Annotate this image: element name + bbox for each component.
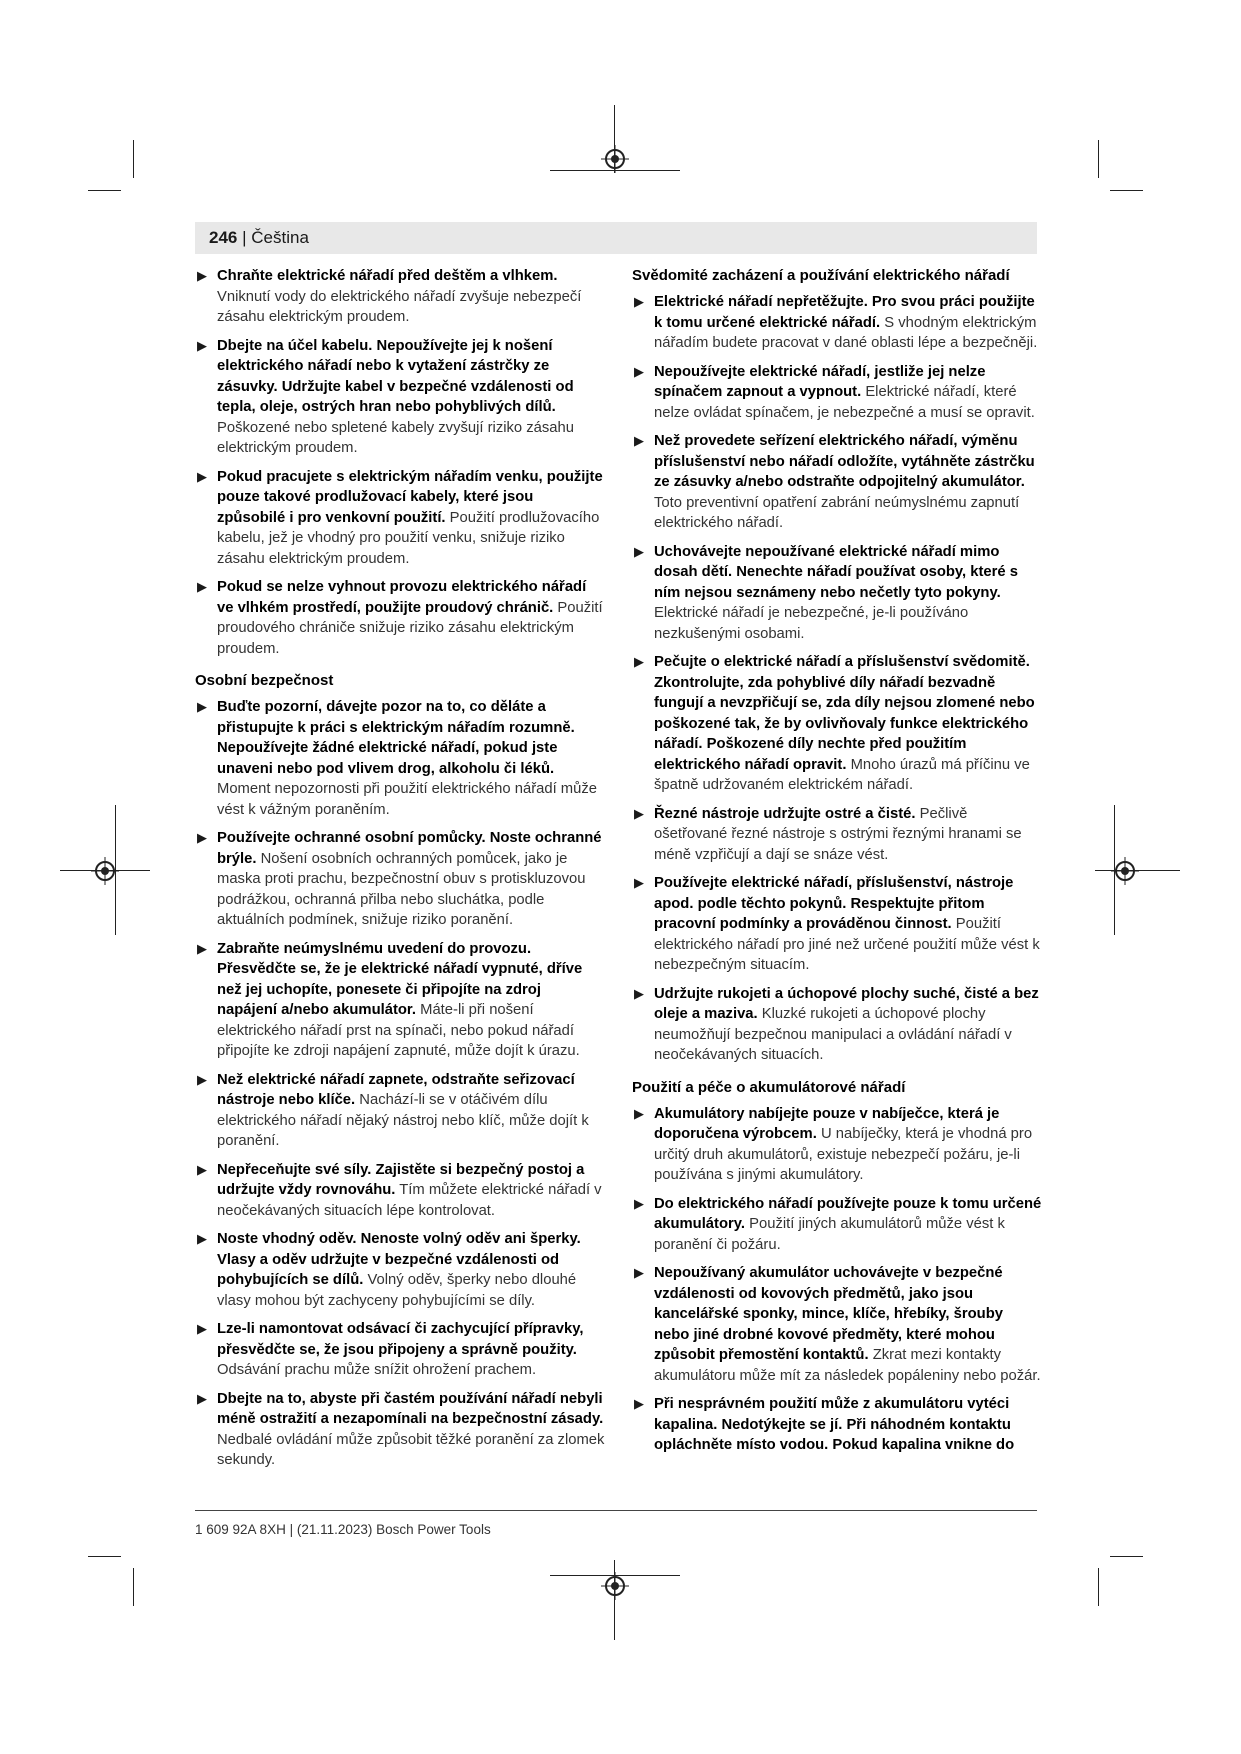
left-list-electrical — [195, 266, 605, 659]
bullet-item — [195, 1389, 605, 1471]
crop-mark — [614, 105, 615, 173]
bullet-bold-text: Akumulátory nabíjejte pouze v nabíječce, která je doporučena výrobcem. — [654, 1105, 1000, 1142]
bullet-bold-text: Než elektrické nářadí zapnete, odstraňte seřizovací nástroje nebo klíče. — [217, 1071, 575, 1108]
bullet-normal-text: Toto preventivní opatření zabrání neúmyslnému zapnutí elektrického nářadí. — [654, 494, 1020, 531]
bullet-item — [632, 1394, 1042, 1456]
bullet-bold-text: Uchovávejte nepoužívané elektrické nářadí mimo dosah dětí. Nenechte nářadí používat osoby, které s ním nejsou seznámeny nebo nečetly tyto pokyny. — [654, 543, 1018, 601]
crop-mark — [614, 1560, 615, 1640]
bullet-arrow-icon: ▶ — [197, 1071, 207, 1087]
header-language: Čeština — [251, 228, 309, 247]
bullet-normal-text: Elektrické nářadí je nebezpečné, je-li používáno nezkušenými osobami. — [654, 605, 969, 642]
registration-mark-icon — [1111, 857, 1139, 885]
bullet-arrow-icon: ▶ — [197, 940, 207, 956]
bullet-arrow-icon: ▶ — [634, 433, 644, 448]
crop-mark — [1098, 1568, 1099, 1606]
bullet-item — [632, 431, 1042, 534]
crop-mark — [1110, 1556, 1143, 1557]
bullet-bold-text: Nepřeceňujte své síly. Zajistěte si bezpečný postoj a udržujte vždy rovnováhu. — [217, 1161, 585, 1198]
bullet-normal-text: Použití prodlužovacího kabelu, jež je vhodný pro použití venku, snižuje riziko zásahu elektrickým proudem. — [217, 509, 600, 567]
bullet-bold-text: Zabraňte neúmyslnému uvedení do provozu. Přesvědčte se, že je elektrické nářadí vypnuté, dříve než jej uchopíte, ponesete či připojíte na zdroj napájení a/nebo akumulátor. — [217, 940, 583, 1018]
bullet-arrow-icon: ▶ — [634, 805, 644, 821]
bullet-bold-text: Elektrické nářadí nepřetěžujte. Pro svou práci použijte k tomu určené elektrické nářadí. — [654, 294, 1035, 331]
bullet-item — [195, 697, 605, 820]
footer-divider — [195, 1510, 1037, 1511]
bullet-normal-text: Odsávání prachu může snížit ohrožení prachem. — [217, 1362, 537, 1378]
bullet-normal-text: Použití elektrického nářadí pro jiné než určené použití může vést k nebezpečným situacím. — [654, 916, 1040, 973]
crop-mark — [88, 1556, 121, 1557]
bullet-arrow-icon: ▶ — [197, 830, 207, 845]
page-footer: 1 609 92A 8XH | (21.11.2023) Bosch Power Tools — [195, 1522, 491, 1537]
bullet-bold-text: Pečujte o elektrické nářadí a příslušenství svědomitě. Zkontrolujte, zda pohyblivé díly nářadí bezvadně fungují a nevzpřičují se, zda díly nejsou zlomené nebo poškozené tak, že by ovlivňovaly funkce elektrického nářadí. Poškozené díly nechte před použitím elektrického nářadí opravit. — [654, 654, 1035, 773]
bullet-bold-text: Nepoužívaný akumulátor uchovávejte v bezpečné vzdálenosti od kovových předmětů, jako jsou kancelářské sponky, mince, klíče, hřebíky, šrouby nebo jiné drobné kovové předměty, které mohou způsobit přemostění kontaktů. — [654, 1265, 1003, 1363]
crop-mark — [550, 170, 680, 171]
bullet-bold-text: Pokud se nelze vyhnout provozu elektrického nářadí ve vlhkém prostředí, použijte proudový chránič. — [217, 579, 587, 616]
bullet-normal-text: Pečlivě ošetřované řezné nástroje s ostrými řeznými hranami se méně vzpřičují a dají se snáze vést. — [654, 805, 1022, 863]
section-title-personal-safety: Osobní bezpečnost — [195, 672, 334, 689]
bullet-item — [632, 362, 1042, 424]
page-number: 246 — [209, 228, 238, 247]
bullet-item — [195, 467, 605, 570]
bullet-normal-text: Moment nepozornosti při použití elektrického nářadí může vést k vážným poraněním. — [217, 781, 597, 818]
bullet-item — [632, 292, 1042, 354]
bullet-bold-text: Pokud pracujete s elektrickým nářadím venku, použijte pouze takové prodlužovací kabely, které jsou způsobilé i pro venkovní použití. — [217, 468, 603, 526]
crop-mark — [88, 190, 121, 191]
bullet-arrow-icon: ▶ — [634, 654, 644, 669]
bullet-normal-text: U nabíječky, která je vhodná pro určitý druh akumulátorů, existuje nebezpečí požáru, je-li používána s jinými akumulátory. — [654, 1126, 1033, 1183]
bullet-arrow-icon: ▶ — [634, 1396, 644, 1411]
crop-mark — [133, 140, 134, 178]
page-header — [195, 222, 1037, 254]
crop-mark — [1110, 190, 1143, 191]
bullet-bold-text: Buďte pozorní, dávejte pozor na to, co děláte a přistupujte k práci s elektrickým nářadím rozumně. Nepoužívejte žádné elektrické nářadí, pokud jste unaveni nebo pod vlivem drog, alkoholu či léků. — [217, 699, 575, 777]
right-list-tool-use — [632, 292, 1042, 1066]
bullet-item — [195, 577, 605, 659]
bullet-arrow-icon: ▶ — [197, 268, 207, 283]
header-separator: | — [242, 228, 247, 247]
bullet-normal-text: Poškozené nebo spletené kabely zvyšují riziko zásahu elektrickým proudem. — [217, 419, 574, 456]
bullet-arrow-icon: ▶ — [197, 1231, 207, 1246]
bullet-item — [632, 1263, 1042, 1386]
crop-mark — [60, 870, 150, 871]
bullet-normal-text: Nachází-li se v otáčivém dílu elektrického nářadí nějaký nástroj nebo klíč, může dojít k poranění. — [217, 1092, 589, 1149]
crop-mark — [1095, 870, 1180, 871]
bullet-item — [632, 1194, 1042, 1256]
registration-mark-icon — [601, 145, 629, 173]
bullet-arrow-icon: ▶ — [197, 337, 207, 353]
bullet-item — [195, 1319, 605, 1381]
right-list-battery-tools — [632, 1104, 1042, 1456]
bullet-item — [195, 828, 605, 931]
bullet-bold-text: Dbejte na účel kabelu. Nepoužívejte jej k nošení elektrického nářadí nebo k vytažení zástrčky ze zásuvky. Udržujte kabel v bezpečné vzdálenosti od tepla, oleje, ostrých hran nebo pohyblivých dílů. — [217, 337, 574, 415]
bullet-item — [632, 804, 1042, 866]
bullet-item — [195, 1229, 605, 1311]
bullet-arrow-icon: ▶ — [197, 1161, 207, 1177]
bullet-arrow-icon: ▶ — [634, 875, 644, 890]
bullet-arrow-icon: ▶ — [634, 985, 644, 1001]
bullet-arrow-icon: ▶ — [634, 294, 644, 309]
bullet-bold-text: Používejte elektrické nářadí, příslušenství, nástroje apod. podle těchto pokynů. Respektujte přitom pracovní podmínky a prováděnou činnost. — [654, 875, 1014, 932]
bullet-arrow-icon: ▶ — [197, 579, 207, 594]
bullet-item — [195, 266, 605, 328]
bullet-normal-text: Kluzké rukojeti a úchopové plochy neumožňují bezpečnou manipulaci a ovládání nářadí v neočekávaných situacích. — [654, 1006, 1012, 1063]
bullet-item — [195, 336, 605, 459]
bullet-bold-text: Řezné nástroje udržujte ostré a čisté. — [654, 805, 916, 822]
bullet-bold-text: Udržujte rukojeti a úchopové plochy suché, čisté a bez oleje a maziva. — [654, 985, 1039, 1022]
bullet-bold-text: Noste vhodný oděv. Nenoste volný oděv ani šperky. Vlasy a oděv udržujte v bezpečné vzdálenosti od pohybujících se dílů. — [217, 1231, 581, 1288]
crop-mark — [1098, 140, 1099, 178]
bullet-bold-text: Chraňte elektrické nářadí před deštěm a vlhkem. — [217, 268, 558, 284]
bullet-bold-text: Do elektrického nářadí používejte pouze k tomu určené akumulátory. — [654, 1195, 1042, 1232]
section-title-battery-tools: Použití a péče o akumulátorové nářadí — [632, 1078, 906, 1096]
bullet-arrow-icon: ▶ — [197, 468, 207, 484]
crop-mark — [550, 1575, 680, 1576]
bullet-normal-text: Vniknutí vody do elektrického nářadí zvyšuje nebezpečí zásahu elektrickým proudem. — [217, 288, 582, 325]
bullet-arrow-icon: ▶ — [634, 363, 644, 379]
bullet-normal-text: Použití jiných akumulátorů může vést k poranění či požáru. — [654, 1216, 1005, 1253]
bullet-bold-text: Dbejte na to, abyste při častém používání nářadí nebyli méně ostražití a nezapomínali na bezpečnostní zásady. — [217, 1390, 604, 1427]
bullet-normal-text: S vhodným elektrickým nářadím budete pracovat v dané oblasti lépe a bezpečněji. — [654, 314, 1038, 351]
bullet-item — [632, 873, 1042, 976]
bullet-normal-text: Tím můžete elektrické nářadí v neočekávaných situacích lépe kontrolovat. — [217, 1182, 602, 1219]
bullet-normal-text: Zkrat mezi kontakty akumulátoru může mít za následek popáleniny nebo požár. — [654, 1347, 1041, 1384]
bullet-arrow-icon: ▶ — [634, 1265, 644, 1280]
bullet-arrow-icon: ▶ — [197, 1321, 207, 1336]
bullet-bold-text: Lze-li namontovat odsávací či zachycující přípravky, přesvědčte se, že jsou připojeny a správně použity. — [217, 1321, 584, 1358]
bullet-arrow-icon: ▶ — [197, 699, 207, 714]
bullet-normal-text: Volný oděv, šperky nebo dlouhé vlasy mohou být zachyceny pohybujícími se díly. — [217, 1272, 577, 1309]
bullet-arrow-icon: ▶ — [634, 1105, 644, 1121]
right-column — [632, 266, 1042, 1464]
bullet-normal-text: Nedbalé ovládání může způsobit těžké poranění za zlomek sekundy. — [217, 1431, 605, 1468]
bullet-item — [632, 1104, 1042, 1186]
bullet-bold-text: Nepoužívejte elektrické nářadí, jestliže jej nelze spínačem zapnout a vypnout. — [654, 363, 986, 400]
bullet-normal-text: Máte-li při nošení elektrického nářadí prst na spínači, nebo pokud nářadí připojíte ke zdroji napájení zapnuté, může dojít k úrazu. — [217, 1002, 580, 1059]
bullet-item — [195, 939, 605, 1062]
bullet-normal-text: Mnoho úrazů má příčinu ve špatně udržovaném elektrickém nářadí. — [654, 756, 1030, 793]
left-list-personal-safety — [195, 697, 605, 1471]
registration-mark-icon — [601, 1572, 629, 1600]
bullet-item — [195, 1070, 605, 1152]
bullet-item — [632, 652, 1042, 796]
bullet-item — [195, 1160, 605, 1222]
bullet-arrow-icon: ▶ — [197, 1390, 207, 1406]
bullet-arrow-icon: ▶ — [634, 1195, 644, 1211]
bullet-item — [632, 984, 1042, 1066]
bullet-item — [632, 542, 1042, 645]
section-title-tool-use: Svědomité zacházení a používání elektrického nářadí — [632, 267, 1010, 284]
bullet-normal-text: Použití proudového chrániče snižuje riziko zásahu elektrickým proudem. — [217, 599, 603, 657]
bullet-normal-text: Elektrické nářadí, které nelze ovládat spínačem, je nebezpečné a musí se opravit. — [654, 384, 1035, 421]
bullet-bold-text: Při nesprávném použití může z akumulátoru vytéci kapalina. Nedotýkejte se jí. Při náhodném kontaktu opláchněte místo vodou. Pokud kapalina vnikne do — [654, 1396, 1015, 1453]
left-column — [195, 266, 605, 1479]
bullet-normal-text: Nošení osobních ochranných pomůcek, jako je maska proti prachu, bezpečnostní obuv s protiskluzovou podrážkou, ochranná přilba nebo sluchátka, podle aktuálních podmínek, snižuje riziko poranění. — [217, 850, 586, 928]
bullet-bold-text: Používejte ochranné osobní pomůcky. Noste ochranné brýle. — [217, 830, 602, 867]
bullet-bold-text: Než provedete seřízení elektrického nářadí, výměnu příslušenství nebo nářadí odložíte, vytáhněte zástrčku ze zásuvky a/nebo odstraňte odpojitelný akumulátor. — [654, 433, 1035, 490]
crop-mark — [133, 1568, 134, 1606]
bullet-arrow-icon: ▶ — [634, 543, 644, 559]
